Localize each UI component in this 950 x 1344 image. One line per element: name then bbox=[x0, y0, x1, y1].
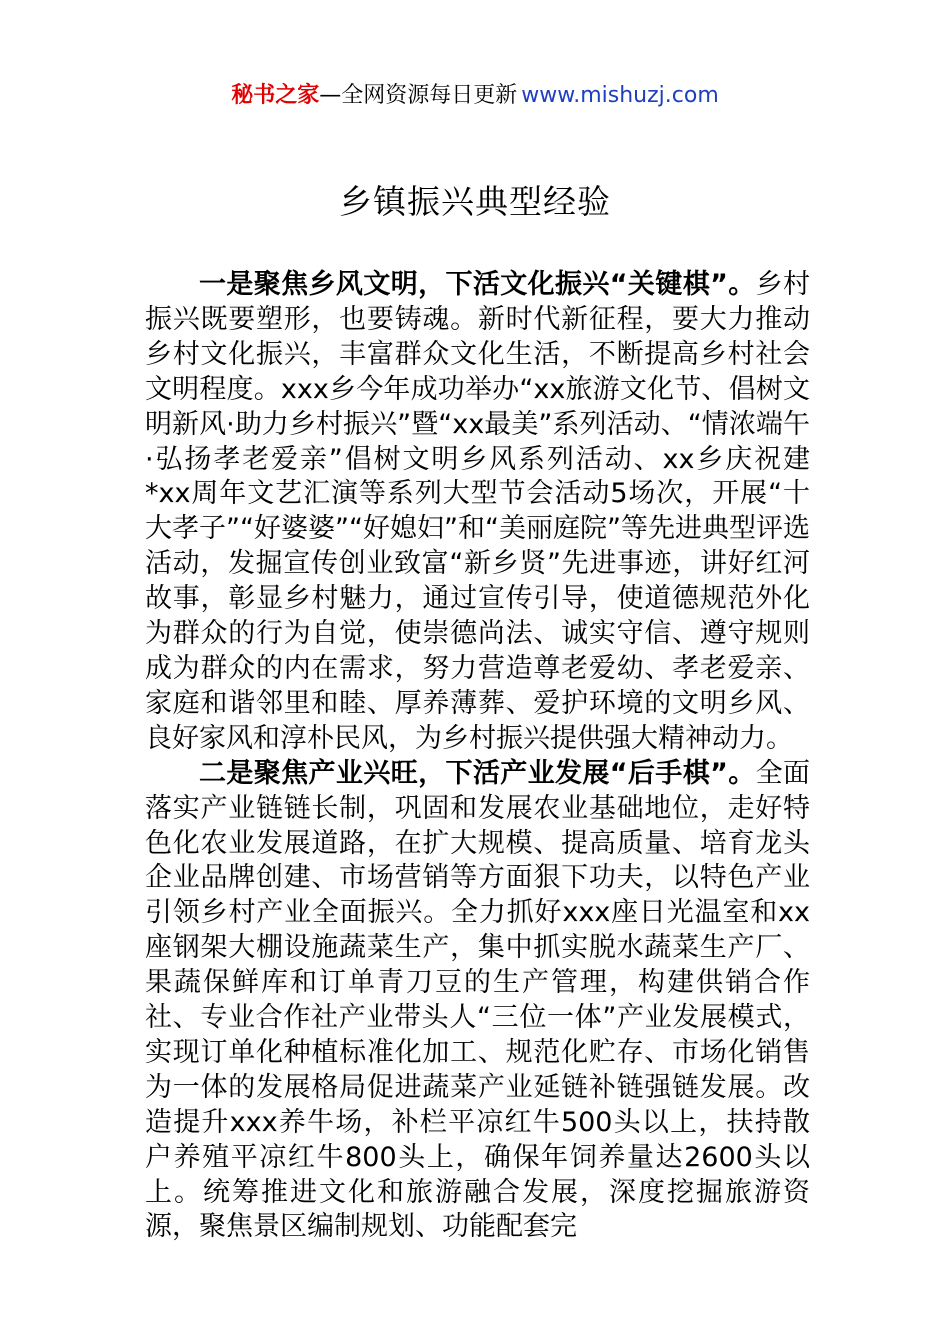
site-header bbox=[0, 78, 950, 114]
paragraph-text: 乡村振兴既要塑形，也要铸魂。新时代新征程，要大力推动乡村文化振兴，丰富群众文化生活，不断提高乡村社会文明程度。xxx乡今年成功举办“xx旅游文化节、倡树文明新风·助力乡村振兴”暨“xx最美”系列活动、“情浓端午·弘扬孝老爱亲”倡树文明乡风系列活动、xx乡庆祝建*xx周年文艺汇演等系列大型节会活动5场次，开展“十大孝子”“好婆婆”“好媳妇”和“美丽庭院”等先进典型评选活动，发掘宣传创业致富“新乡贤”先进事迹，讲好红河故事，彰显乡村魅力，通过宣传引导，使道德规范外化为群众的行为自觉，使崇德尚法、诚实守信、遵守规则成为群众的内在需求，努力营造尊老爱幼、孝老爱亲、家庭和谐邻里和睦、厚养薄葬、爱护环境的文明乡风、良好家风和淳朴民风，为乡村振兴提供强大精神动力。 bbox=[145, 269, 810, 754]
document-title: 乡镇振兴典型经验 bbox=[339, 182, 611, 221]
document-body bbox=[145, 268, 810, 1245]
paragraph-lead: 一是聚焦乡风文明，下活文化振兴“关键棋”。 bbox=[199, 269, 756, 300]
paragraph-2 bbox=[145, 757, 810, 1246]
site-url-link[interactable]: www.mishuzj.com bbox=[521, 83, 719, 108]
paragraph-1 bbox=[145, 268, 810, 757]
header-tagline: —全网资源每日更新 bbox=[319, 83, 518, 108]
paragraph-lead: 二是聚焦产业兴旺，下活产业发展“后手棋”。 bbox=[199, 757, 756, 789]
brand-name: 秘书之家 bbox=[231, 83, 320, 108]
paragraph-text: 全面落实产业链链长制，巩固和发展农业基础地位，走好特色化农业发展道路，在扩大规模、提高质量、培育龙头企业品牌创建、市场营销等方面狠下功夫，以特色产业引领乡村产业全面振兴。全力抓好xxx座日光温室和xx座钢架大棚设施蔬菜生产，集中抓实脱水蔬菜生产厂、果蔬保鲜库和订单青刀豆的生产管理，构建供销合作社、专业合作社产业带头人“三位一体”产业发展模式，实现订单化种植标准化加工、规范化贮存、市场化销售为一体的发展格局促进蔬菜产业延链补链强链发展。改造提升xxx养牛场，补栏平凉红牛500头以上，扶持散户养殖平凉红牛800头上，确保年饲养量达2600头以上。统筹推进文化和旅游融合发展，深度挖掘旅游资源，聚焦景区编制规划、功能配套完 bbox=[145, 757, 810, 1243]
